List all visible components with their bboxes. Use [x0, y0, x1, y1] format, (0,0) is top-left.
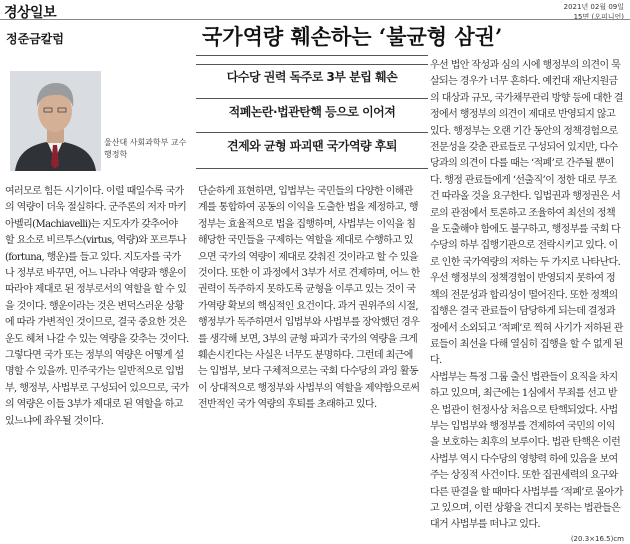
- newspaper-name: 경상일보: [4, 5, 57, 21]
- subheading-3: 견제와 균형 파괴땐 국가역량 후퇴: [226, 139, 397, 153]
- author-byline: [104, 137, 204, 161]
- subheading-block-2: [196, 98, 428, 120]
- headline: 국가역량 훼손하는 ‘불균형 삼권’: [202, 24, 503, 49]
- subheading-1: 다수당 권력 독주로 3부 분립 훼손: [226, 70, 398, 84]
- body-paragraph-4: 사법부는 특정 그룹 출신 법관들이 요직을 차지하고 있으며, 최근에는 1심에서 무죄를 선고 받은 법관이 헌정사상 처음으로 탄핵되었다. 사법부는 입법부와 행정부를 견제하여 국민의 이익을 보호하는 최후의 보루이다. 법관 탄핵은 이런 사법부 역시 다수당의 영향력 하에 있음을 보여주는 상징적 사건이다. 또한 집권세력의 요구와 다른 판결을 할 때마다 사법부를 ‘적폐’로 몰아가고 있으며, 이런 상황을 견디지 못하는 법관들은 대거 사법부를 떠나고 있다.: [430, 371, 623, 531]
- subheading-block-3: [196, 132, 428, 169]
- column-label: 정준금칼럼: [6, 32, 64, 46]
- body-paragraph-1: 여러모로 힘든 시기이다. 이럴 때일수록 국가의 역량이 더욱 절실하다. 군주론의 저자 마키아벨리(Machiavelli)는 지도자가 갖추어야 할 요소로 비르투스(virtus, 역량)와 포르투나(fortuna, 행운)를 들고 있다. 지도자를 국가나 정부로 바꾸면, 어느 나라나 역량과 행운이 따라야 제대로 된 정부로서의 역할을 할 수 있을 것이다. 행운이라는 것은 변덕스러운 상황에 따라 가변적인 것이므로, 결국 중요한 것은 운도 헤쳐 나갈 수 있는 역량을 갖추는 것이다. 그렇다면 국가 또는 정부의 역량은 어떻게 설명할 수 있을까. 민주국가는 일반적으로 입법부, 행정부, 사법부로 구성되어 있으므로, 국가의 역량은 이들 3부가 제대로 된 역할을 하고 있느냐에 좌우될 것이다.: [5, 186, 189, 427]
- author-field: 행정학: [104, 150, 128, 159]
- author-affiliation: 울산대 사회과학부 교수: [104, 138, 187, 147]
- body-column-3: [430, 58, 624, 534]
- subheading-2: 적폐논란·법관탄핵 등으로 이어져: [228, 105, 396, 119]
- author-photo: [10, 71, 101, 171]
- headline-rule: [196, 55, 428, 56]
- body-paragraph-2: 단순하게 표현하면, 입법부는 국민들의 다양한 이해관계를 통합하여 공동의 이익을 도출한 법을 제정하고, 행정부는 효율적으로 법을 집행하며, 사법부는 이익을 침해당한 국민들을 구제하는 역할을 제대로 수행하고 있으면 국가의 역량이 제대로 갖춰진 것이라고 할 수 있을 것이다. 또한 이 과정에서 3부가 서로 견제하며, 어느 한 권력이 독주하지 못하도록 균형을 이루고 있는 것이 국가역량 확보의 핵심적인 요건이다. 과거 권위주의 시절, 행정부가 독주하면서 입법부와 사법부를 장악했던 경우를 생각해 보면, 3부의 균형 파괴가 국가의 역량을 크게 훼손시킨다는 사실은 너무도 분명하다. 그런데 최근에는 입법부, 보다 구체적으로는 국회 다수당의 과잉 활동이 상대적으로 행정부와 사법부의 역할을 제약함으로써 전반적인 국가 역량의 후퇴를 초래하고 있다.: [198, 186, 420, 411]
- body-column-1: [5, 184, 189, 540]
- publication-date: 2021년 02월 09일: [563, 3, 624, 11]
- page-section: 15면 (오피니언): [573, 13, 624, 21]
- body-paragraph-3: 우선 법안 작성과 심의 시에 행정부의 의견이 묵살되는 경우가 너무 흔하다. 예컨대 재난지원금의 대상과 규모, 국가채무관리 방향 등에 대한 결정에서 행정부의 의견이 제대로 반영되지 않고 있다. 행정부는 오랜 기간 동안의 정책경험으로 전문성을 갖춘 관료들로 구성되어 있지만, 다수당과의 의견이 다를 때는 ‘적폐’로 간주될 뿐이다. 행정 관료들에게 ‘선출직’이 정한 대로 무조건 따라올 것을 요구한다. 입법권과 행정권은 서로의 관점에서 토론하고 조율하여 최선의 정책을 도출해야 함에도 불구하고, 행정부를 국회 다수당의 하부 집행기관으로 전락시키고 있다. 이로 인한 국가역량의 저하는 두 가지로 나타난다. 우선 행정부의 정책경험이 반영되지 못하여 정책의 전문성과 합리성이 떨어진다. 또한 정책의 집행은 결국 관료들이 담당하게 되는데 결정과정에서 소외되고 ‘적폐’로 찍혀 사기가 저하된 관료들이 최선을 다해 열심히 집행을 할 수 없게 된다.: [430, 60, 623, 367]
- size-note: (20.3×16.5)cm: [570, 535, 624, 543]
- subheading-block-1: [196, 64, 428, 85]
- body-column-2: [198, 184, 420, 540]
